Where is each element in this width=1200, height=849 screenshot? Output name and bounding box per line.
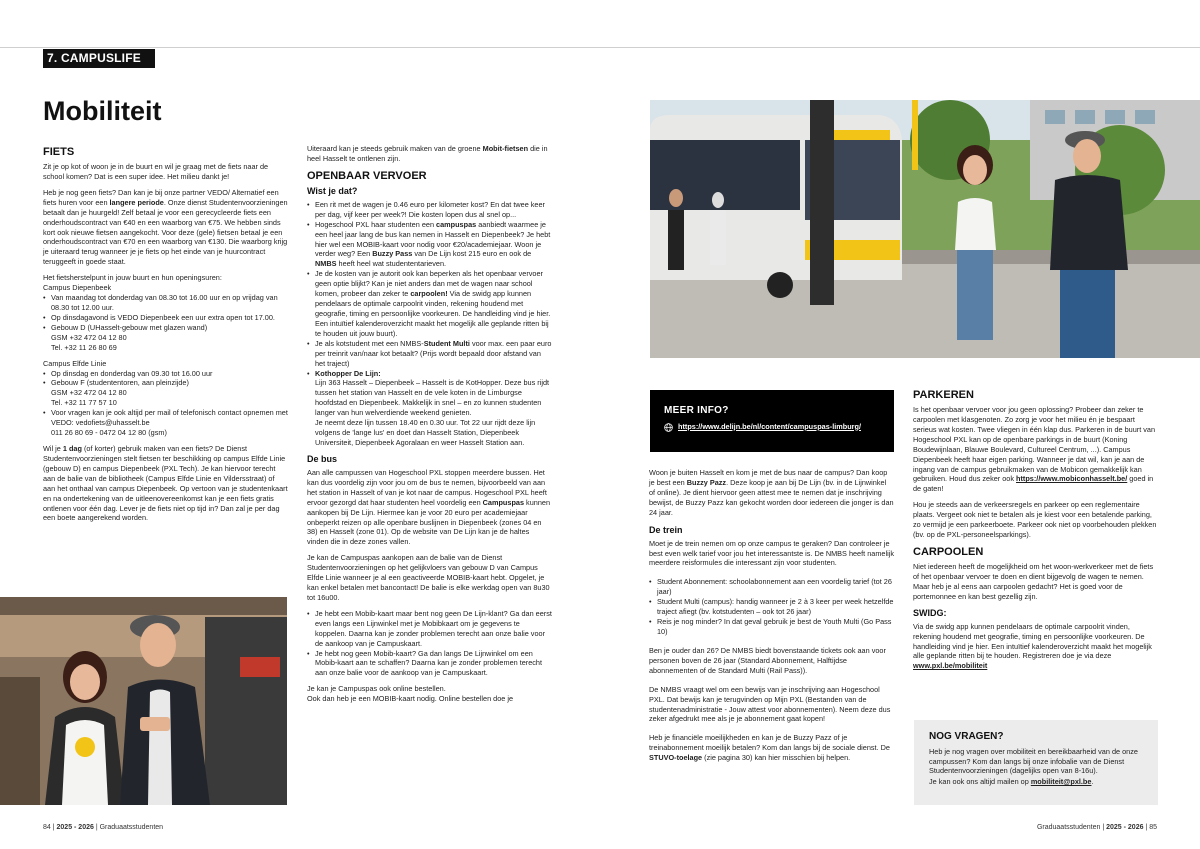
fiets-heading: FIETS [43, 146, 75, 158]
page-number-left: 84 [43, 824, 51, 831]
top-rule [0, 47, 1200, 48]
audience-right: Graduaatsstudenten [1036, 824, 1101, 831]
bus-text-1: Aan alle campussen van Hogeschool PXL stoppen meerdere bussen. Het kan dus voordelig zijn voor jou om de bus te nemen, bijvoorbeeld van aan het station in Hasselt of van je kot naar de campus. Hogeschool PXL heeft ervoor gezorgd dat haar studenten heel voordelig een Campuspas kunnen aankopen bij De Lijn. Hiermee kan je voor 20 euro per academiejaar onbeperkt reizen op alle openbare buslijnen in Diepenbeek (zones 04 en 38) en Hasselt (zone 01). Op de website van De Lijn kan je de haltes vinden die in deze zones vallen. [307, 467, 550, 547]
de-bus-heading: De bus [307, 453, 338, 464]
trein-intro: Moet je de trein nemen om op onze campus te geraken? Dan controleer je best even welk tarief voor jou het interessantste is. De NMBS heeft namelijk meerdere reisformules die interessant zijn voor studenten. [649, 538, 894, 568]
meer-info-link-row [664, 422, 880, 432]
wist-je-dat-list [307, 200, 552, 448]
buzzy-pazz-text: Woon je buiten Hasselt en kom je met de bus naar de campus? Dan koop je best een Buzzy Pazz. Deze koop je aan bij De Lijn (bv. in de Lijnwinkel of online). Je dient hiervoor geen attest mee te nemen dat je inschrijving bewijst, de Buzzy Pazz kan gekocht worden door iedereen die jonger is dan 24 jaar. [649, 468, 894, 517]
list-item: • Op dinsdag en donderdag van 09.30 tot 16.00 uur [43, 369, 288, 379]
photo-bus-station [650, 100, 1200, 358]
fiets-intro: Zit je op kot of woon je in de buurt en wil je graag met de fiets naar de school komen? Dat is een super idee. Het milieu dankt je! [43, 162, 269, 181]
fiets-een-dag: Wil je 1 dag (of korter) gebruik maken van een fiets? De Dienst Studentenvoorzieningen stelt fietsen ter beschikking op campus Elfde Linie (gebouw D) en campus Diepenbeek (PXL Tech). Je kan hiervoor terecht aan de balie van de bibliotheek (Campus Elfde Linie en Vildersstraat) of aan het onthaal van campus Diepenbeek. Op vertoon van je studentenkaart en na ondertekening van de uitleenovereenkomst kan je een fiets gratis ontlenen voor één dag. Lever je de fiets niet op tijd in? Dan zal je per dag een boete aangerekend worden. [43, 443, 288, 523]
bus-text-2: Je kan de Campuspas aankopen aan de balie van de Dienst Studentenvoorzieningen op het gelijkvloers van gebouw D van Campus Elfde Linie wanneer je al een geactiveerde MOBIB-kaart hebt. Opgelet, je kan enkel betalen met bancontact! De balie is elke werkdag open van 8u30 tot 16u00. [307, 553, 550, 602]
nog-vragen-heading: NOG VRAGEN? [929, 731, 1004, 742]
list-item: • Hogeschool PXL haar studenten een campuspas aanbiedt waarmee je een heel jaar lang de bus kan nemen in Hasselt en Diepenbeek? Je hebt hier wel een MOBIB-kaart voor nodig voor €20/academiejaar. Woon je verder weg? Een Buzzy Pass van De Lijn kost 215 euro en ook de NMBS heeft heel wat studententarieven. [307, 220, 552, 270]
list-item: • Voor vragen kan je ook altijd per mail of telefonisch contact opnemen met VEDO: vedofiets@uhasselt.be 011 26 80 69 - 0472 04 12 80 (gsm) [43, 408, 288, 438]
list-item: • Je als kotstudent met een NMBS-Student Multi voor max. een paar euro per treinrit van/naar kot betaalt? (Prijs wordt bepaald door afstand van het traject) [307, 339, 552, 369]
page-title: Mobiliteit [43, 96, 162, 126]
nog-vragen-text: Heb je nog vragen over mobiliteit en bereikbaarheid van de onze campussen? Kom dan langs bij onze infobalie van de Dienst Studentenvoorzieningen (dagelijks open van 8-16u). [929, 746, 1138, 776]
column-trein [649, 468, 894, 769]
chapter-label: 7. CAMPUSLIFE [43, 49, 155, 68]
de-trein-heading: De trein [649, 524, 683, 535]
list-item: • Je hebt nog geen Mobib-kaart? Ga dan langs De Lijnwinkel om een Mobib-kaart aan te schaffen? Daarna kan je zonder problemen terecht aan onze balie voor de aankoop van je Campuskaart. [307, 649, 552, 679]
trein-bewijs: De NMBS vraagt wel om een bewijs van je inschrijving aan Hogeschool PXL. Dat bewijs kan je terugvinden op Mijn PXL (Bestanden van de studentenadministratie - Jouw attest voor abonnementen). Neem deze dus zeker afgedrukt mee als je je abonnement gaat kopen! [649, 684, 891, 724]
trein-ouder-26: Ben je ouder dan 26? De NMBS biedt bovenstaande tickets ook aan voor personen boven de 26 jaar (Standard Abonnement, Halftijdse abonnementen of de Standard Multi (Rail Pass)). [649, 645, 886, 675]
list-item: • Gebouw D (UHasselt-gebouw met glazen wand) GSM +32 472 04 12 80 Tel. +32 11 26 80 69 [43, 323, 288, 353]
nog-vragen-mail: Je kan ook ons altijd mailen op mobiliteit@pxl.be. [929, 777, 1094, 787]
swidg-heading: SWIDG: [913, 607, 947, 618]
list-item: • Kothopper De Lijn: Lijn 363 Hasselt – Diepenbeek – Hasselt is de KotHopper. Deze bus rijdt tussen het station van Hasselt en de vele koten in de Limburgse hoofdstad en Diepenbeek. Makkelijk in snel – en zo kunnen studenten langer van hun welverdiende weekend genieten. Je neemt deze lijn tussen 18.40 en 0.30 uur. Tot 22 uur rijdt deze lijn volgens de 'lange lus' en doet dan Hasselt Station, Diepenbeek Universiteit, Diepenbeek Agoralaan en weer Hasselt Station aan. [307, 369, 552, 448]
elfde-linie-list [43, 369, 288, 438]
list-item: • Op dinsdagavond is VEDO Diepenbeek een uur extra open tot 17.00. [43, 313, 288, 323]
list-item: • Van maandag tot donderdag van 08.30 tot 16.00 uur en op vrijdag van 08.30 tot 12.00 uur. [43, 293, 288, 313]
nog-vragen-box [914, 720, 1158, 805]
mobiliteit-mail-link[interactable]: mobiliteit@pxl.be [1030, 777, 1092, 787]
bus-station-photo-illustration [650, 100, 1200, 358]
list-item: • Student Abonnement: schoolabonnement aan een voordelig tarief (tot 26 jaar) [649, 577, 894, 597]
year-left: 2025 - 2026 [56, 824, 94, 831]
footer-left: 84 | 2025 - 2026 | Graduaatsstudenten [43, 824, 164, 831]
fiets-huren: Heb je nog geen fiets? Dan kan je bij onze partner VEDO/ Alternatief een fiets huren voor een langere periode. Onze dienst Studentenvoorzieningen betaalt dan je huurgeld! Zelf betaal je voor een gerecycleerde fiets een onderhoudscontract van €40 en een waarborg van €75. We hebben sinds kort ook nieuwe fietsen aangekocht. Voor deze (gele) fietsen betaal je een onderhoudscontract van €70 en een waarborg van €130. Die waarborg krijg je uiteraard terug wanneer je je fiets op het einde van je huurcontract teruggeeft in goede staat. [43, 187, 288, 267]
column-fiets [43, 146, 288, 529]
wist-je-dat-heading: Wist je dat? [307, 185, 358, 196]
year-right: 2025 - 2026 [1106, 824, 1144, 831]
list-item: • Student Multi (campus): handig wanneer je 2 à 3 keer per week hetzelfde traject afiegt (bv. kotstudenten – ook tot 26 jaar) [649, 597, 894, 617]
meer-info-box [650, 390, 894, 452]
column-openbaar-vervoer [307, 144, 552, 710]
mobit-text: Uiteraard kan je steeds gebruik maken van de groene Mobit-fietsen die in heel Hasselt te ontlenen zijn. [307, 144, 548, 163]
list-item: • Je hebt een Mobib-kaart maar bent nog geen De Lijn-klant? Ga dan eerst even langs een Lijnwinkel met je Mobibkaart om je gegevens te koppelen. Daarna kan je zonder problemen terecht aan onze balie voor de aankoop van je Campuskaart. [307, 609, 552, 649]
carpoolen-heading: CARPOOLEN [913, 545, 984, 558]
audience-left: Graduaatsstudenten [99, 824, 164, 831]
mobicon-link[interactable]: https://www.mobiconhasselt.be/ [1016, 474, 1128, 484]
column-parkeren [913, 389, 1158, 677]
swidg-text: Via de swidg app kunnen pendelaars de optimale carpoolrit vinden, rekening houdend met geografie, timing en persoonlijke voorkeuren. De handleiding vind je hier. Een intuïtief kalenderoverzicht maakt het mogelijk alle geplande ritten bij te houden. Registreren doe je via deze www.pxl.be/mobiliteit [913, 621, 1152, 671]
parkeren-text-2: Hou je steeds aan de verkeersregels en parkeer op een reglementaire plaats. Vergeet ook niet te betalen als je kiest voor een betalende parking, zo vermijd je een parkeerboete. Parkeer ook niet op voorbehouden plekken (bv. op de PXL-personeelsparkings). [913, 500, 1157, 540]
trein-financieel: Heb je financiële moeilijkheden en kan je de Buzzy Pazz of je treinabonnement moeilijk betalen? Kom dan langs bij de sociale dienst. De STUVO-toelage (zie pagina 30) kan hier misschien bij helpen. [649, 733, 890, 763]
meer-info-heading: MEER INFO? [664, 405, 729, 416]
fiets-herstelpunt: Het fietsherstelpunt in jouw buurt en hun openingsuren: Campus Diepenbeek [43, 273, 222, 293]
openbaar-vervoer-heading: OPENBAAR VERVOER [307, 169, 427, 182]
pxl-mobiliteit-link[interactable]: www.pxl.be/mobiliteit [913, 661, 988, 671]
footer-right: Graduaatsstudenten | 2025 - 2026 | 85 [1036, 824, 1157, 831]
list-item: • Een rit met de wagen je 0.46 euro per kilometer kost? En dat twee keer per dag, vijf keer per week?! Die kosten lopen dus al snel op... [307, 200, 552, 220]
globe-icon [664, 423, 673, 432]
page-number-right: 85 [1149, 824, 1157, 831]
diepenbeek-list [43, 293, 288, 353]
parkeren-heading: PARKEREN [913, 389, 974, 401]
photo-students-left [0, 597, 287, 805]
carpoolen-text: Niet iedereen heeft de mogelijkheid om het woon-werkverkeer met de fiets of het openbaar vervoer te doen en dient bijgevolg de wagen te nemen. Maar heb je al eens aan carpoolen gedacht? Het is goed voor de portemonnee en kan best gezellig zijn. [913, 561, 1154, 601]
students-photo-illustration [0, 597, 287, 805]
bus-text-3: Je kan je Campuspas ook online bestellen. Ook dan heb je een MOBIB-kaart nodig. Online bestellen doe je [307, 684, 514, 704]
list-item: • Je de kosten van je autorit ook kan beperken als het openbaar vervoer geen optie blijkt? Kan je niet anders dan met de wagen naar school komen, probeer dan zeker te carpoolen! Via de swidg app kunnen pendelaars de optimale carpoolrit vinden, rekening houdend met geografie, timing en persoonlijke voorkeuren. De handleiding vind je hier. Een intuïtief kalenderoverzicht maakt het mogelijk alle geplande ritten bij te houden uit jouw buurt). [307, 269, 552, 338]
campus-elfde-linie: Campus Elfde Linie [43, 358, 107, 368]
delijn-campuspas-link[interactable]: https://www.delijn.be/nl/content/campuspas-limburg/ [678, 421, 861, 431]
list-item: • Reis je nog minder? In dat geval gebruik je best de Youth Multi (Go Pass 10) [649, 617, 894, 637]
trein-list [649, 577, 894, 637]
bus-list [307, 609, 552, 678]
list-item: • Gebouw F (studententoren, aan pleinzijde) GSM +32 472 04 12 80 Tel. +32 11 77 57 10 [43, 378, 288, 408]
parkeren-text-1: Is het openbaar vervoer voor jou geen oplossing? Probeer dan zeker te carpoolen met klasgenoten. Zo zorg je voor het milieu én je bespaart serieus wat kosten. Twee vliegen in één klap dus. Parkeren in de buurt van Hogeschool PXL kan op de openbare parkings in de buurt (Koning Boudewijnlaan, Blauwe Boulevard, Cultureel Centrum, ...). Campus Diepenbeek heeft haar eigen parking. Wanneer je dat wil, kan je aan de ingang van de campus gebruikmaken van de Mobicon gemakkelijk kan gebruiken. Houd dus zeker ook https://www.mobiconhasselt.be/ goed in de gaten! [913, 405, 1156, 494]
